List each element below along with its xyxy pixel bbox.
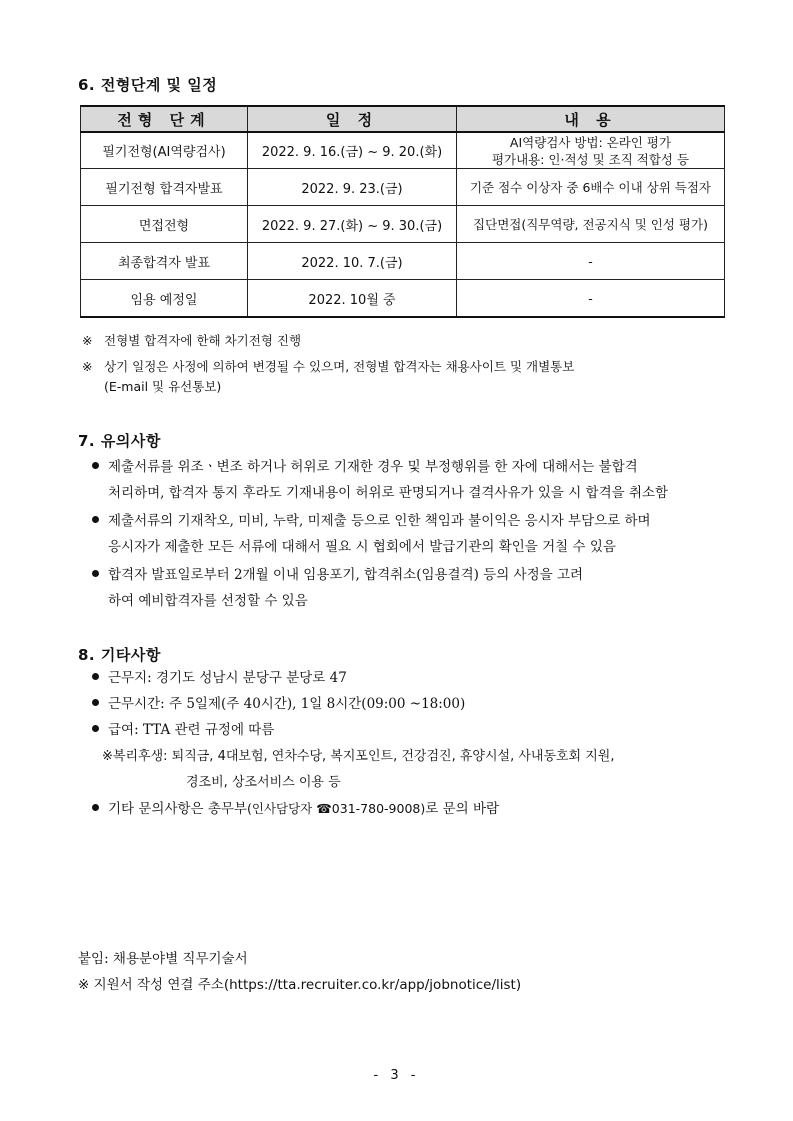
content-cell: - <box>457 243 725 280</box>
inquiry-suffix: 로 문의 바람 <box>425 801 500 817</box>
table-row <box>81 243 725 280</box>
bullet-dot-icon <box>92 699 99 706</box>
content-line: AI역량검사 방법: 온라인 평가 <box>509 134 672 150</box>
bullet-text-cont: 하여 예비합격자를 선정할 수 있음 <box>108 593 308 609</box>
application-link-line: ※ 지원서 작성 연결 주소(https://tta.recruiter.co.kr/app/jobnotice/list) <box>78 977 522 993</box>
bullet-text: 제출서류를 위조ㆍ변조 하거나 허위로 기재한 경우 및 부정행위를 한 자에 대해서는 불합격 <box>108 459 638 475</box>
schedule-table <box>80 105 725 318</box>
stage-cell: 필기전형(AI역량검사) <box>81 132 248 169</box>
content-cell: 집단면접(직무역량, 전공지식 및 인성 평가) <box>457 206 725 243</box>
bullet-text: 합격자 발표일로부터 2개월 이내 임용포기, 합격취소(임용결격) 등의 사정을 고려 <box>108 567 584 583</box>
note-mark: ※ <box>82 333 93 348</box>
salary-item <box>92 718 274 743</box>
content-cell <box>457 132 725 169</box>
page-number: - 3 - <box>373 1068 420 1083</box>
date-cell: 2022. 9. 27.(화) ~ 9. 30.(금) <box>248 206 457 243</box>
stage-cell: 최종합격자 발표 <box>81 243 248 280</box>
note-mark: ※ <box>82 359 93 374</box>
welfare-line-2: 경조비, 상조서비스 이용 등 <box>186 775 341 790</box>
header-date: 일 정 <box>248 106 457 132</box>
section-7-title: 7. 유의사항 <box>78 432 161 450</box>
table-header-row <box>81 106 725 132</box>
inquiry-contact: (인사담당자 ☎031-780-9008) <box>247 801 426 816</box>
content-cell: - <box>457 280 725 318</box>
bullet-text: 제출서류의 기재착오, 미비, 누락, 미제출 등으로 인한 책임과 불이익은 응시자 부담으로 하며 <box>108 513 651 529</box>
salary-text: 급여: TTA 관련 규정에 따름 <box>108 722 275 738</box>
section-8-title: 8. 기타사항 <box>78 646 161 664</box>
stage-cell: 면접전형 <box>81 206 248 243</box>
workplace-text: 근무지: 경기도 성남시 분당구 분당로 47 <box>108 670 347 686</box>
notice-bullet-1 <box>92 455 638 480</box>
stage-cell: 임용 예정일 <box>81 280 248 318</box>
inquiry-text: 기타 문의사항은 총무부 <box>108 801 247 817</box>
date-cell: 2022. 9. 23.(금) <box>248 169 457 206</box>
date-cell: 2022. 9. 16.(금) ~ 9. 20.(화) <box>248 132 457 169</box>
header-content: 내 용 <box>457 106 725 132</box>
date-cell: 2022. 10월 중 <box>248 280 457 318</box>
content-cell: 기준 점수 이상자 중 6배수 이내 상위 득점자 <box>457 169 725 206</box>
workplace-item <box>92 666 347 691</box>
hours-text: 근무시간: 주 5일제(주 40시간), 1일 8시간(09:00 ~18:00) <box>108 696 466 712</box>
welfare-line-1: ※복리후생: 퇴직금, 4대보험, 연차수당, 복지포인트, 건강검진, 휴양시설, 사내동호회 지원, <box>102 749 615 764</box>
bullet-dot-icon <box>92 516 99 523</box>
bullet-dot-icon <box>92 462 99 469</box>
notice-bullet-2 <box>92 509 651 534</box>
content-line: 평가내용: 인·적성 및 조직 적합성 등 <box>491 151 690 167</box>
bullet-dot-icon <box>92 804 99 811</box>
section-6-title: 6. 전형단계 및 일정 <box>78 76 218 94</box>
bullet-dot-icon <box>92 570 99 577</box>
schedule-note-2 <box>82 357 574 397</box>
hours-item <box>92 692 465 717</box>
inquiry-item <box>92 796 499 822</box>
bullet-dot-icon <box>92 725 99 732</box>
table-row <box>81 169 725 206</box>
bullet-text-cont: 응시자가 제출한 모든 서류에 대해서 필요 시 협회에서 발급기관의 확인을 거칠 수 있음 <box>108 539 616 555</box>
note-text: 상기 일정은 사정에 의하여 변경될 수 있으며, 전형별 합격자는 채용사이트 및 개별통보 <box>104 359 575 374</box>
bullet-text-cont: 처리하며, 합격자 통지 후라도 기재내용이 허위로 판명되거나 결격사유가 있을 시 합격을 취소함 <box>108 485 669 501</box>
table-row <box>81 132 725 169</box>
schedule-note-1 <box>82 331 301 351</box>
table-row <box>81 206 725 243</box>
notice-bullet-3 <box>92 563 583 588</box>
note-text-cont: (E-mail 및 유선통보) <box>104 379 222 394</box>
attachment-line: 붙임: 채용분야별 직무기술서 <box>78 951 248 967</box>
table-row <box>81 280 725 318</box>
date-cell: 2022. 10. 7.(금) <box>248 243 457 280</box>
stage-cell: 필기전형 합격자발표 <box>81 169 248 206</box>
bullet-dot-icon <box>92 673 99 680</box>
note-text: 전형별 합격자에 한해 차기전형 진행 <box>104 333 302 348</box>
header-stage: 전형 단계 <box>81 106 248 132</box>
